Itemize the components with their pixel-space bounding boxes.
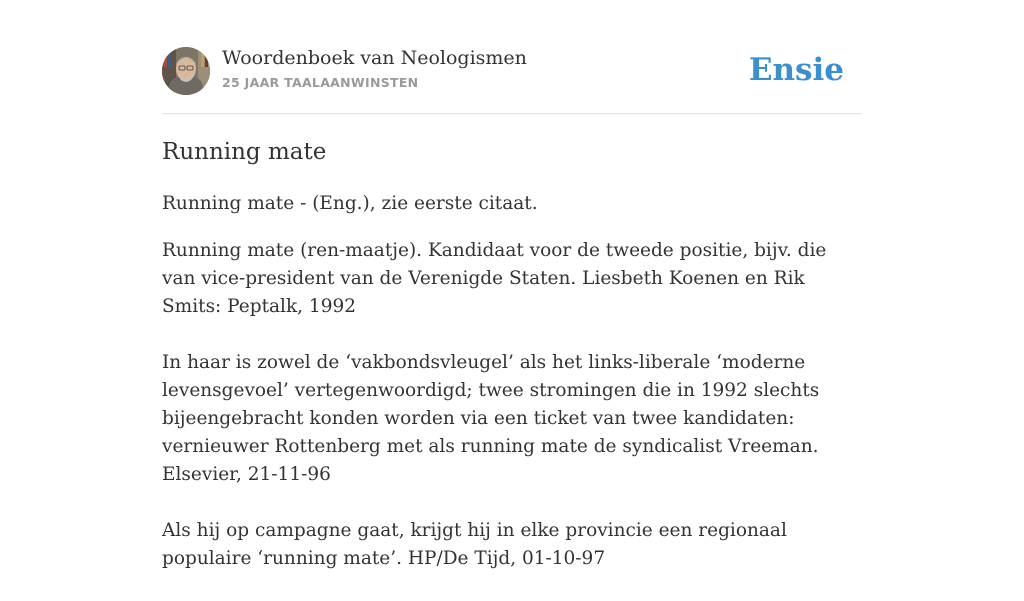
definition-paragraph: Running mate - (Eng.), zie eerste citaat. xyxy=(162,193,538,214)
entry-content xyxy=(162,190,862,601)
page xyxy=(162,0,862,569)
header-divider xyxy=(162,113,862,114)
entry-title: Running mate xyxy=(162,139,327,165)
site-title-block xyxy=(222,46,527,90)
author-avatar[interactable] xyxy=(162,47,210,95)
header xyxy=(162,46,862,96)
citation-paragraph: In haar is zowel de ‘vakbondsvleugel’ als het links-liberale ‘moderne levensgevoel’ vertegenwoordigd; twee stromingen die in 1992 slechts bijeengebracht konden worden via een ticket van twee kandidaten: vernieuwer Rottenberg met als running mate de syndicalist Vreeman. Elsevier, 21-11-96 xyxy=(162,352,820,485)
citation-paragraph: Als hij op campagne gaat, krijgt hij in elke provincie een regionaal populaire ‘running mate’. HP/De Tijd, 01-10-97 xyxy=(162,520,787,569)
citation-paragraph: Running mate (ren-maatje). Kandidaat voor de tweede positie, bijv. die van vice-president van de Verenigde Staten. Liesbeth Koenen en Rik Smits: Peptalk, 1992 xyxy=(162,240,827,317)
ensie-logo-link[interactable]: Ensie xyxy=(748,52,844,88)
site-title[interactable]: Woordenboek van Neologismen xyxy=(222,47,527,69)
site-subtitle: 25 JAAR TAALAANWINSTEN xyxy=(222,75,419,90)
